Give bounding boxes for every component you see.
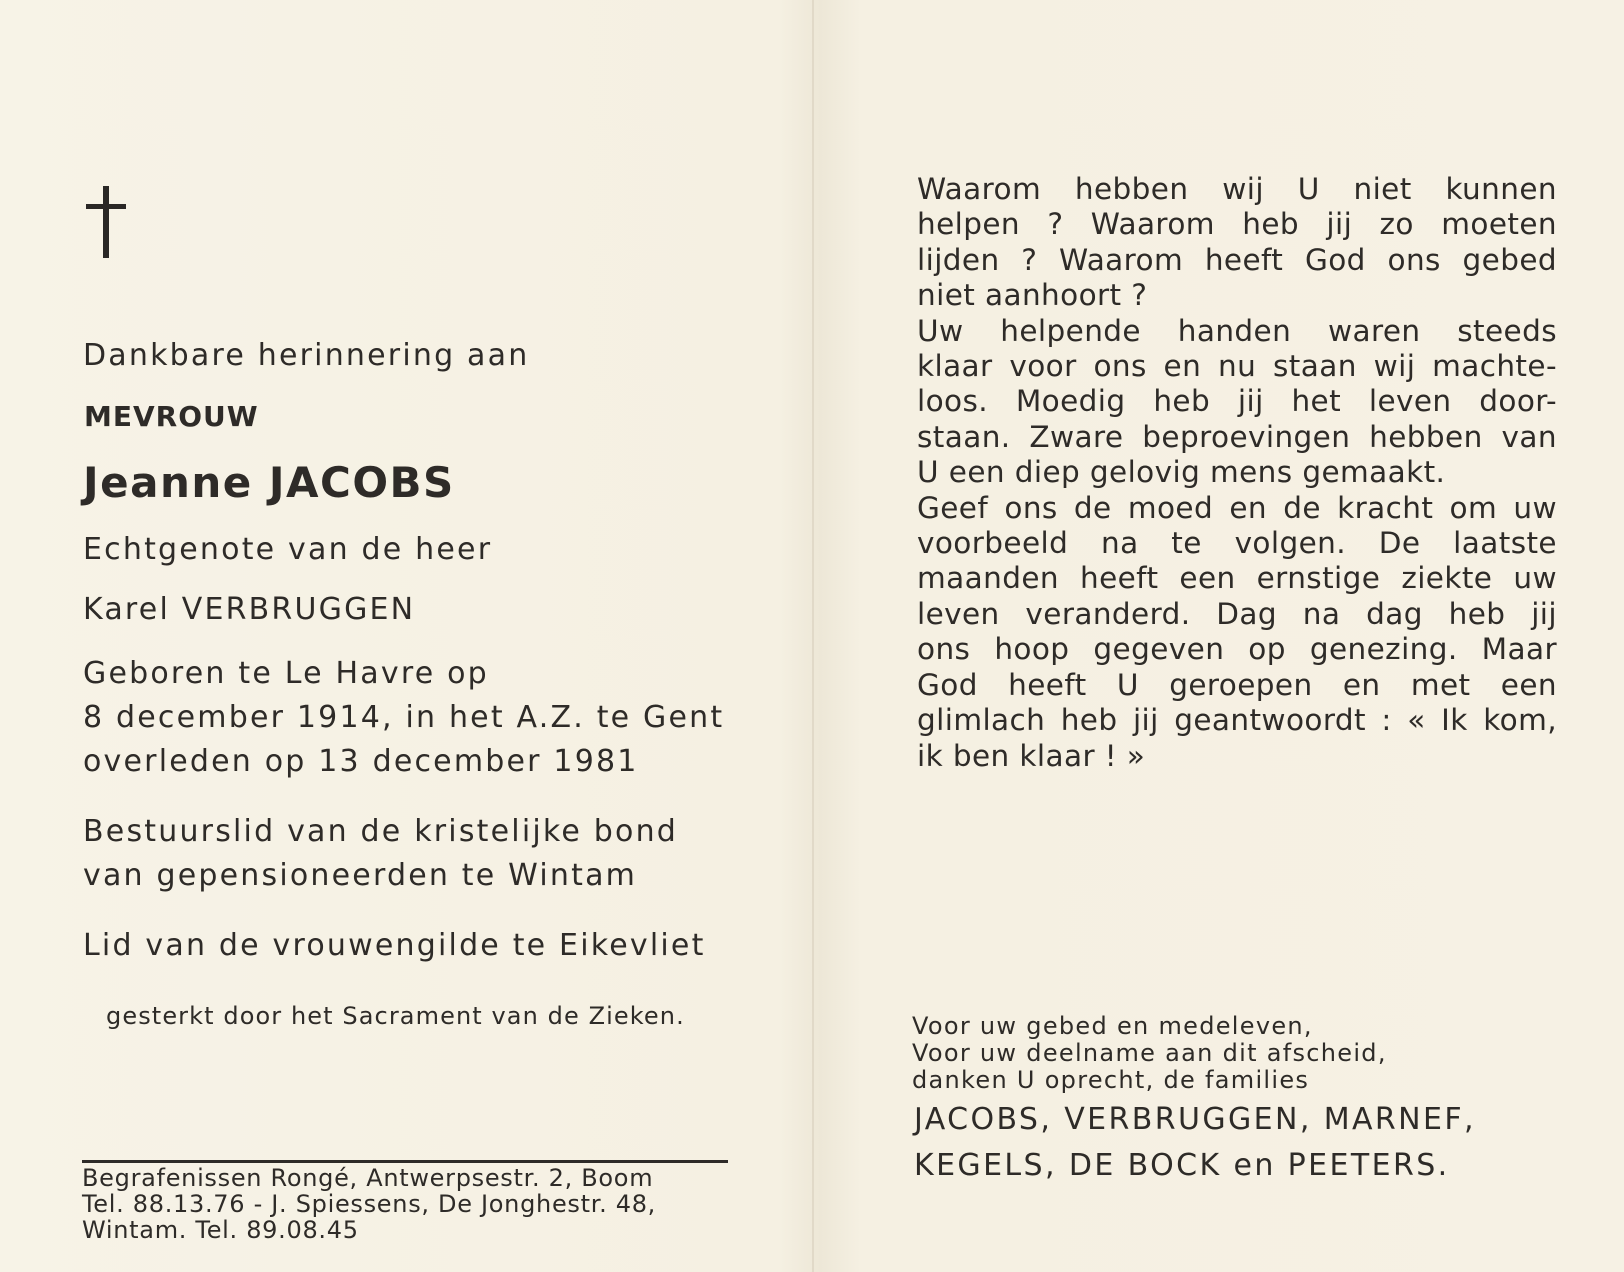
poem-line: staan. Zware beproevingen hebben van [917, 419, 1557, 454]
poem-line: loos. Moedig heb jij het leven door- [917, 384, 1557, 419]
poem-line: ik ben klaar ! » [917, 738, 1146, 773]
poem-line: ons hoop gegeven op genezing. Maar [917, 632, 1557, 667]
footer-line: Wintam. Tel. 89.08.45 [82, 1216, 359, 1244]
card-fold [812, 0, 814, 1272]
poem-line: Waarom hebben wij U niet kunnen [917, 172, 1557, 206]
cross-icon [86, 186, 126, 258]
spouse-label: Echtgenote van de heer [83, 532, 493, 567]
families-line-2: KEGELS, DE BOCK en PEETERS. [914, 1148, 1450, 1183]
poem-line: leven veranderd. Dag na dag heb jij [917, 596, 1557, 631]
spouse-name: Karel VERBRUGGEN [83, 592, 416, 627]
funeral-home-footer [82, 1165, 656, 1243]
deceased-name: Jeanne JACOBS [83, 458, 455, 507]
birth-line-1: Geboren te Le Havre op [83, 656, 489, 691]
member-line: Lid van de vrouwengilde te Eikevliet [83, 928, 706, 963]
poem-text [917, 172, 1557, 774]
footer-line: Begrafenissen Rongé, Antwerpsestr. 2, Boom [82, 1164, 654, 1192]
poem-line: Uw helpende handen waren steeds [917, 313, 1557, 348]
poem-line: glimlach heb jij geantwoordt : « Ik kom, [917, 703, 1557, 738]
thanks-line: danken U oprecht, de families [912, 1066, 1310, 1094]
thanks-text [912, 1013, 1387, 1094]
poem-line: God heeft U geroepen en met een [917, 667, 1557, 702]
role-line-2: van gepensioneerden te Wintam [83, 858, 638, 893]
poem-line: klaar voor ons en nu staan wij machte- [917, 349, 1557, 384]
poem-line: Geef ons de moed en de kracht om uw [917, 490, 1557, 525]
sacrament-line: gesterkt door het Sacrament van de Zieken. [106, 1002, 685, 1030]
families-line-1: JACOBS, VERBRUGGEN, MARNEF, [914, 1102, 1476, 1137]
death-line: overleden op 13 december 1981 [83, 744, 639, 779]
thanks-line: Voor uw gebed en medeleven, [912, 1012, 1313, 1040]
thanks-line: Voor uw deelname aan dit afscheid, [912, 1039, 1387, 1067]
poem-line: niet aanhoort ? [917, 278, 1148, 313]
title-text: MEVROUW [84, 400, 259, 433]
poem-line: lijden ? Waarom heeft God ons gebed [917, 242, 1557, 277]
footer-rule [82, 1160, 728, 1163]
intro-text: Dankbare herinnering aan [83, 338, 530, 373]
poem-line: U een diep gelovig mens gemaakt. [917, 455, 1446, 490]
role-line-1: Bestuurslid van de kristelijke bond [83, 814, 679, 849]
poem-line: maanden heeft een ernstige ziekte uw [917, 561, 1557, 596]
poem-line: voorbeeld na te volgen. De laatste [917, 526, 1557, 561]
birth-line-2: 8 december 1914, in het A.Z. te Gent [83, 700, 725, 735]
poem-line: helpen ? Waarom heb jij zo moeten [917, 207, 1557, 242]
footer-line: Tel. 88.13.76 - J. Spiessens, De Jonghestr. 48, [82, 1190, 657, 1218]
